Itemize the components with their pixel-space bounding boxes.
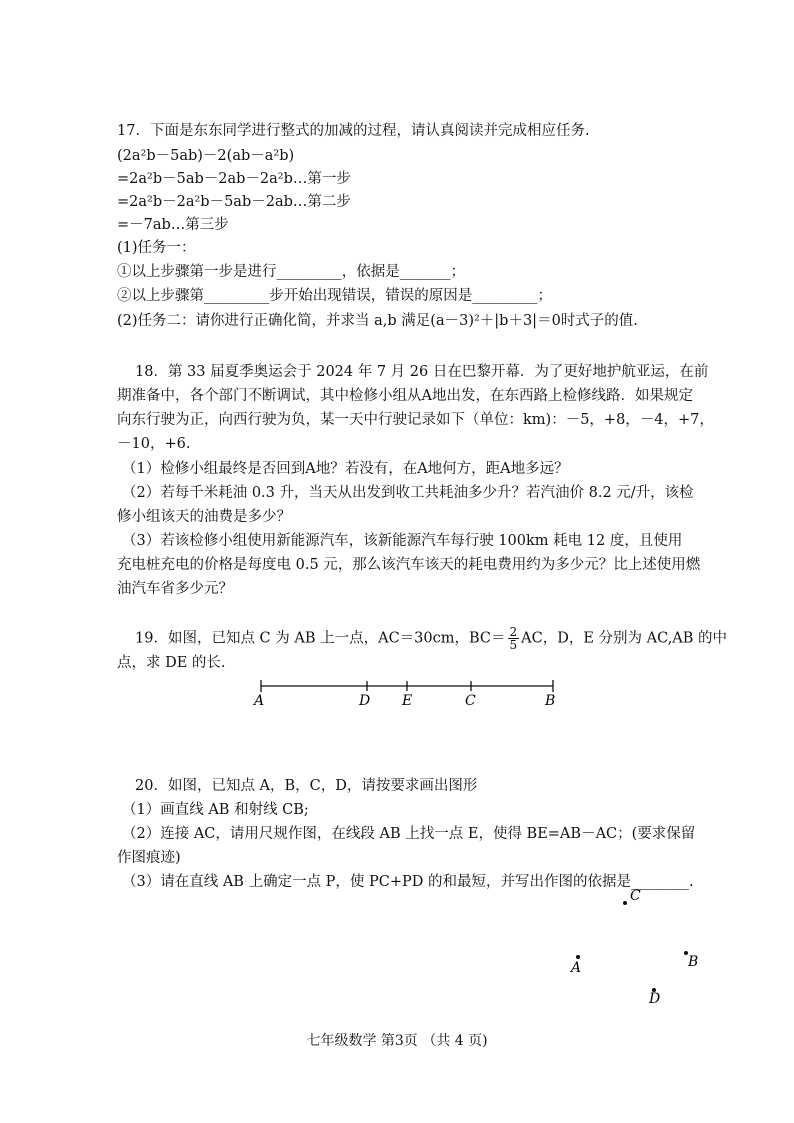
label-point-c: C xyxy=(630,888,641,904)
q18-line1: 18．第 33 届夏季奥运会于 2024 年 7 月 26 日在巴黎开幕．为了更好地护航亚运，在前 xyxy=(135,364,709,380)
q18-line2: 期准备中，各个部门不断调试，其中检修小组从A地出发，在东西路上检修线路．如果规定 xyxy=(117,388,693,404)
q20-part3: （3）请在直线 AB 上确定一点 P，使 PC+PD 的和最短，并写出作图的依据是________. xyxy=(122,874,694,890)
q18-part3-a: （3）若该检修小组使用新能源汽车，该新能源汽车每行驶 100km 耗电 12 度，且使用 xyxy=(122,533,683,549)
page-footer: 七年级数学 第3页 （共 4 页) xyxy=(306,1033,488,1049)
q17-task1-a: ①以上步骤第一步是进行_________，依据是_______； xyxy=(117,264,465,280)
label-d: D xyxy=(359,693,371,709)
label-point-b: B xyxy=(688,954,699,970)
q20-part2-a: （2）连接 AC，请用尺规作图，在线段 AB 上找一点 E，使得 BE=AB－AC；(要求保留 xyxy=(122,826,696,842)
q18-line4: －10，+6. xyxy=(117,436,191,452)
q18-line3: 向东行驶为正，向西行驶为负，某一天中行驶记录如下（单位：km)：－5，+8，－4，+7， xyxy=(117,412,714,428)
q19-line2: 点，求 DE 的长. xyxy=(117,655,226,671)
q19-fraction-denominator: 5 xyxy=(509,638,518,652)
q20-part1: （1）画直线 AB 和射线 CB; xyxy=(122,802,309,818)
label-a: A xyxy=(254,693,265,709)
q17-task1: (1)任务一： xyxy=(117,240,196,256)
q17-expression: (2a²b－5ab)－2(ab－a²b) xyxy=(117,148,295,164)
q17-heading: 17．下面是东东同学进行整式的加减的过程，请认真阅读并完成相应任务. xyxy=(117,123,590,139)
label-e: E xyxy=(402,693,413,709)
q17-step2: =2a²b－2a²b－5ab－2ab…第二步 xyxy=(117,194,351,210)
label-point-d: D xyxy=(649,991,661,1007)
q19-segment-figure xyxy=(252,680,555,709)
label-point-a: A xyxy=(571,960,582,976)
label-b: B xyxy=(545,693,556,709)
q19-fraction-numerator: 2 xyxy=(509,625,518,639)
point-c xyxy=(623,901,627,905)
q18-part3-c: 油汽车省多少元？ xyxy=(117,581,233,597)
q19-text-post: AC，D，E 分别为 AC,AB 的中 xyxy=(521,630,728,647)
q18-part2-b: 修小组该天的油费是多少？ xyxy=(117,509,291,525)
q17-task1-b: ②以上步骤第_________步开始出现错误，错误的原因是_________； xyxy=(117,288,552,304)
q18-part3-b: 充电桩充电的价格是每度电 0.5 元，那么该汽车该天的耗电费用约为多少元？比上述使用燃 xyxy=(117,557,701,573)
q17-step1: =2a²b－5ab－2ab－2a²b…第一步 xyxy=(117,171,351,187)
point-a xyxy=(576,955,580,959)
q20-heading: 20．如图，已知点 A，B，C，D，请按要求画出图形 xyxy=(135,778,478,794)
q18-part1: （1）检修小组最终是否回到A地？若没有，在A地何方，距A地多远？ xyxy=(122,461,569,477)
q20-part2-b: 作图痕迹) xyxy=(117,850,181,866)
q19-text-pre: 19．如图，已知点 C 为 AB 上一点，AC＝30cm，BC＝ xyxy=(135,630,506,647)
label-c: C xyxy=(465,693,476,709)
q17-task2: (2)任务二：请你进行正确化简，并求当 a,b 满足(a－3)²＋|b＋3|＝0时式子的值. xyxy=(117,313,638,329)
q17-step3: =－7ab…第三步 xyxy=(117,217,229,233)
q20-points-figure xyxy=(569,888,698,1007)
q18-part2-a: （2）若每千米耗油 0.3 升，当天从出发到收工共耗油多少升？若汽油价 8.2 元/升，该检 xyxy=(122,485,694,501)
